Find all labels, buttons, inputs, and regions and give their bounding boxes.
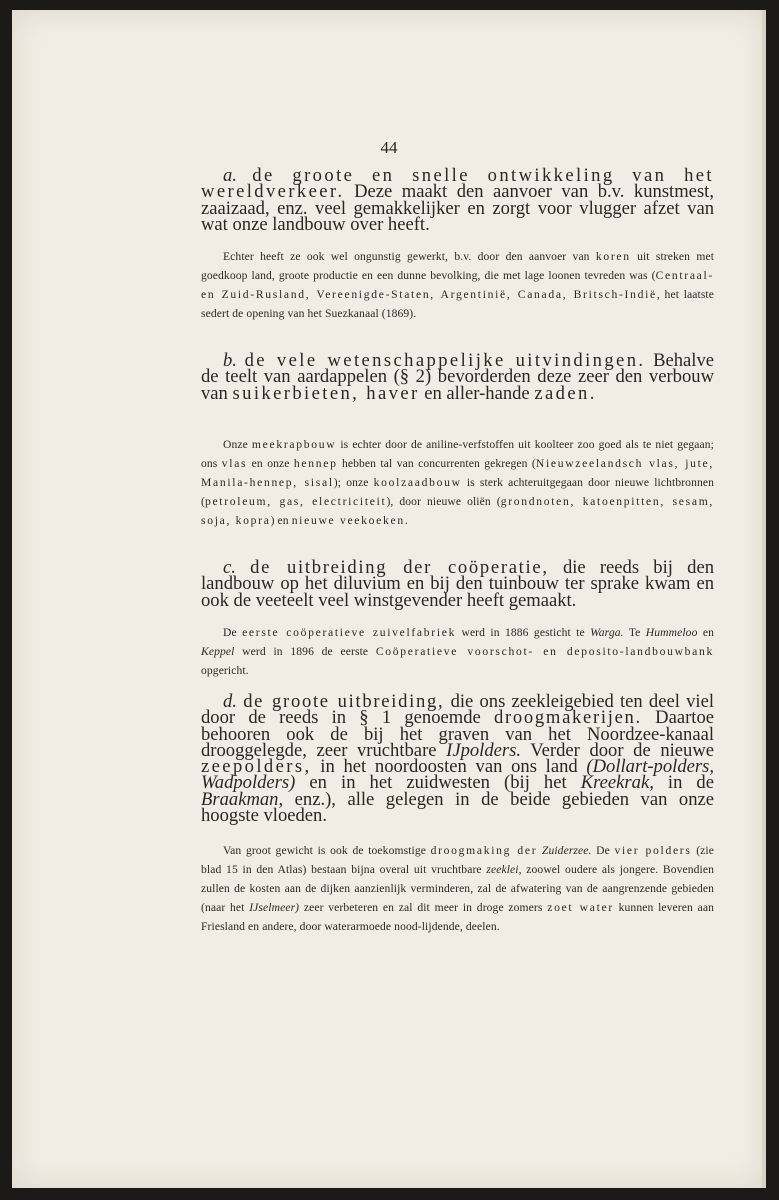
section-a-heading: de groote en snelle ontwikkeling van het wereldverkeer.	[201, 165, 714, 203]
section-c: c. de uitbreiding der coöperatie, die reeds bij den landbouw op het diluvium en bij den tuinbouw ter sprake kwam en ook de veeteelt veel winstgevender heeft gemaakt.	[201, 557, 714, 611]
page-number: 44	[380, 138, 398, 157]
section-c-marker: c.	[223, 557, 236, 578]
section-b: b. de vele wetenschappelijke uitvindingen. Behalve de teelt van aardappelen (§ 2) bevorderden deze zeer den verbouw van suikerbieten, haver en aller-hande zaden.	[201, 350, 714, 404]
section-a-note: Echter heeft ze ook wel ongunstig gewerkt, b.v. door den aanvoer van koren uit streken met goedkoop land, groote productie en een dunne bevolking, die met lage loonen tevreden was (Centraal- en Zuid-Rusland, Vereenigde-Staten, Argentinië, Canada, Britsch-Indië, het laatste sedert de opening van het Suezkanaal (1869).	[201, 250, 715, 320]
section-a-marker: a.	[223, 165, 237, 186]
section-d-marker: d.	[223, 691, 237, 712]
page-edge	[762, 10, 766, 1188]
section-d-note: Van groot gewicht is ook de toekomstige droogmaking der Zuiderzee. De vier polders (zie blad 15 in den Atlas) bestaan bijna overal uit vruchtbare zeeklei, zoowel oudere als jongere. Bovendien zullen de kosten aan de dijken aanzienlijk verminderen, zal de afwatering van de aangrenzende gebieden (naar het IJselmeer) zeer verbeteren en zal dit meer in droge zomers zoet water kunnen leveren aan Friesland en andere, door waterarmoede nood-lijdende, deelen.	[201, 844, 714, 933]
section-c-heading: de uitbreiding der coöperatie,	[250, 557, 549, 578]
section-b-marker: b.	[223, 350, 237, 371]
book-page	[12, 10, 766, 1188]
section-b-note: Onze meekrapbouw is echter door de aniline-verfstoffen uit koolteer zoo goed als te niet gegaan; ons vlas en onze hennep hebben tal van concurrenten gekregen (Nieuwzeelandsch vlas, jute, Manila-hennep, sisal); onze koolzaadbouw is sterk achteruitgegaan door nieuwe lichtbronnen (petroleum, gas, electriciteit), door nieuwe oliën (grondnoten, katoenpitten, sesam, soja, kopra) en nieuwe veekoeken.	[201, 438, 715, 527]
section-b-heading: de vele wetenschappelijke uitvindingen.	[244, 350, 646, 371]
section-c-note: De eerste coöperatieve zuivelfabriek werd in 1886 gesticht te Warga. Te Hummeloo en Keppel werd in 1896 de eerste Coöperatieve voorschot- en deposito-landbouwbank opgericht.	[201, 626, 715, 677]
section-d: d. de groote uitbreiding, die ons zeekleigebied ten deel viel door de reeds in § 1 genoemde droogmakerijen. Daartoe behooren ook de bij het graven van het Noordzee-kanaal drooggelegde, zeer vruchtbare IJpolders. Verder door de nieuwe zeepolders, in het noordoosten van ons land (Dollart-polders, Wadpolders) en in het zuidwesten (bij het Kreekrak, in de Braakman, enz.), alle gelegen in de beide gebieden van onze hoogste vloeden.	[201, 691, 715, 827]
section-a	[201, 165, 714, 235]
section-d-heading: de groote uitbreiding,	[243, 691, 445, 712]
section-a-text: Deze maakt den aanvoer van b.v. kunstmest, zaaizaad, enz. veel gemakkelijker en zorgt voor vlugger afzet van wat onze landbouw over heeft.	[201, 181, 714, 235]
